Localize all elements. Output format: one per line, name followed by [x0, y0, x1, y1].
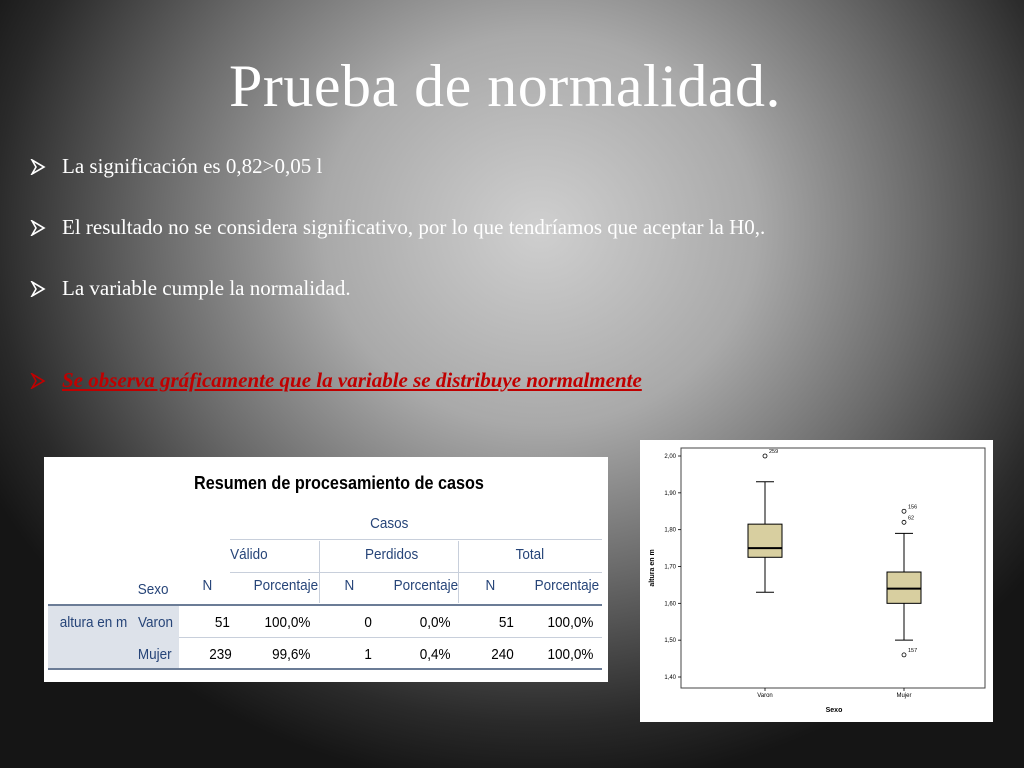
bullet-text: La significación es 0,82>0,05 l	[62, 154, 323, 178]
super-header: Casos	[370, 515, 409, 532]
outlier-label: 156	[908, 504, 918, 511]
case-summary-table	[44, 457, 608, 682]
y-axis-label: altura en m	[649, 549, 656, 587]
sub-header: Porcentaje	[393, 577, 459, 594]
sub-header: N	[202, 577, 213, 594]
bullet-item	[30, 215, 765, 240]
arrow-bullet-icon	[30, 373, 62, 389]
outlier-label: 62	[908, 515, 915, 522]
table-cell: 51	[498, 614, 514, 631]
table-cell: 1	[364, 646, 372, 663]
row-var-header: Sexo	[137, 581, 169, 598]
table-cell: 0	[364, 614, 372, 631]
y-tick-label: 1,70	[664, 564, 676, 571]
x-axis-label: Sexo	[825, 707, 843, 714]
arrow-bullet-icon	[30, 281, 62, 297]
bullet-text: El resultado no se considera significativo, por lo que tendríamos que aceptar la H0,.	[62, 215, 766, 239]
arrow-bullet-icon	[30, 159, 62, 175]
row-label: Varon	[137, 614, 173, 631]
boxplot-svg	[640, 440, 993, 722]
group-header: Válido	[230, 546, 268, 563]
x-tick-label: Mujer	[896, 693, 912, 699]
table-cell: 239	[209, 646, 232, 663]
boxplot-chart	[640, 440, 993, 722]
bullet-text: Se observa gráficamente que la variable se distribuye normalmente	[62, 368, 642, 392]
table-cell: 0,4%	[419, 646, 451, 663]
table-cell: 240	[491, 646, 514, 663]
row-label: Mujer	[137, 646, 172, 663]
table-cell: 99,6%	[272, 646, 311, 663]
y-tick-label: 1,80	[664, 527, 676, 534]
bullet-item-highlight	[30, 368, 642, 393]
slide-title: Prueba de normalidad.	[229, 53, 781, 119]
y-tick-label: 1,60	[664, 601, 676, 608]
group-header: Perdidos	[364, 546, 419, 563]
y-tick-label: 2,00	[664, 454, 676, 460]
sub-header: Porcentaje	[534, 577, 600, 594]
sub-header: Porcentaje	[253, 577, 319, 594]
table-cell: 100,0%	[264, 614, 311, 631]
y-tick-label: 1,40	[664, 675, 676, 681]
table-cell: 0,0%	[419, 614, 451, 631]
box	[748, 524, 782, 557]
outlier-label: 259	[769, 449, 779, 455]
table-title: Resumen de procesamiento de casos	[194, 473, 484, 493]
plot-area	[681, 448, 985, 688]
table-cell: 100,0%	[547, 614, 594, 631]
group-header: Total	[515, 546, 545, 563]
bullet-item	[30, 276, 351, 301]
y-tick-label: 1,50	[664, 638, 676, 645]
table-cell: 51	[214, 614, 230, 631]
variable-label: altura en m	[59, 614, 128, 631]
sub-header: N	[485, 577, 496, 594]
x-tick-label: Varon	[757, 693, 773, 699]
bullet-item	[30, 154, 322, 179]
outlier-label: 157	[908, 647, 918, 654]
arrow-bullet-icon	[30, 220, 62, 236]
bullet-text: La variable cumple la normalidad.	[62, 276, 351, 300]
sub-header: N	[344, 577, 355, 594]
y-tick-label: 1,90	[664, 490, 676, 497]
table-cell: 100,0%	[547, 646, 594, 663]
